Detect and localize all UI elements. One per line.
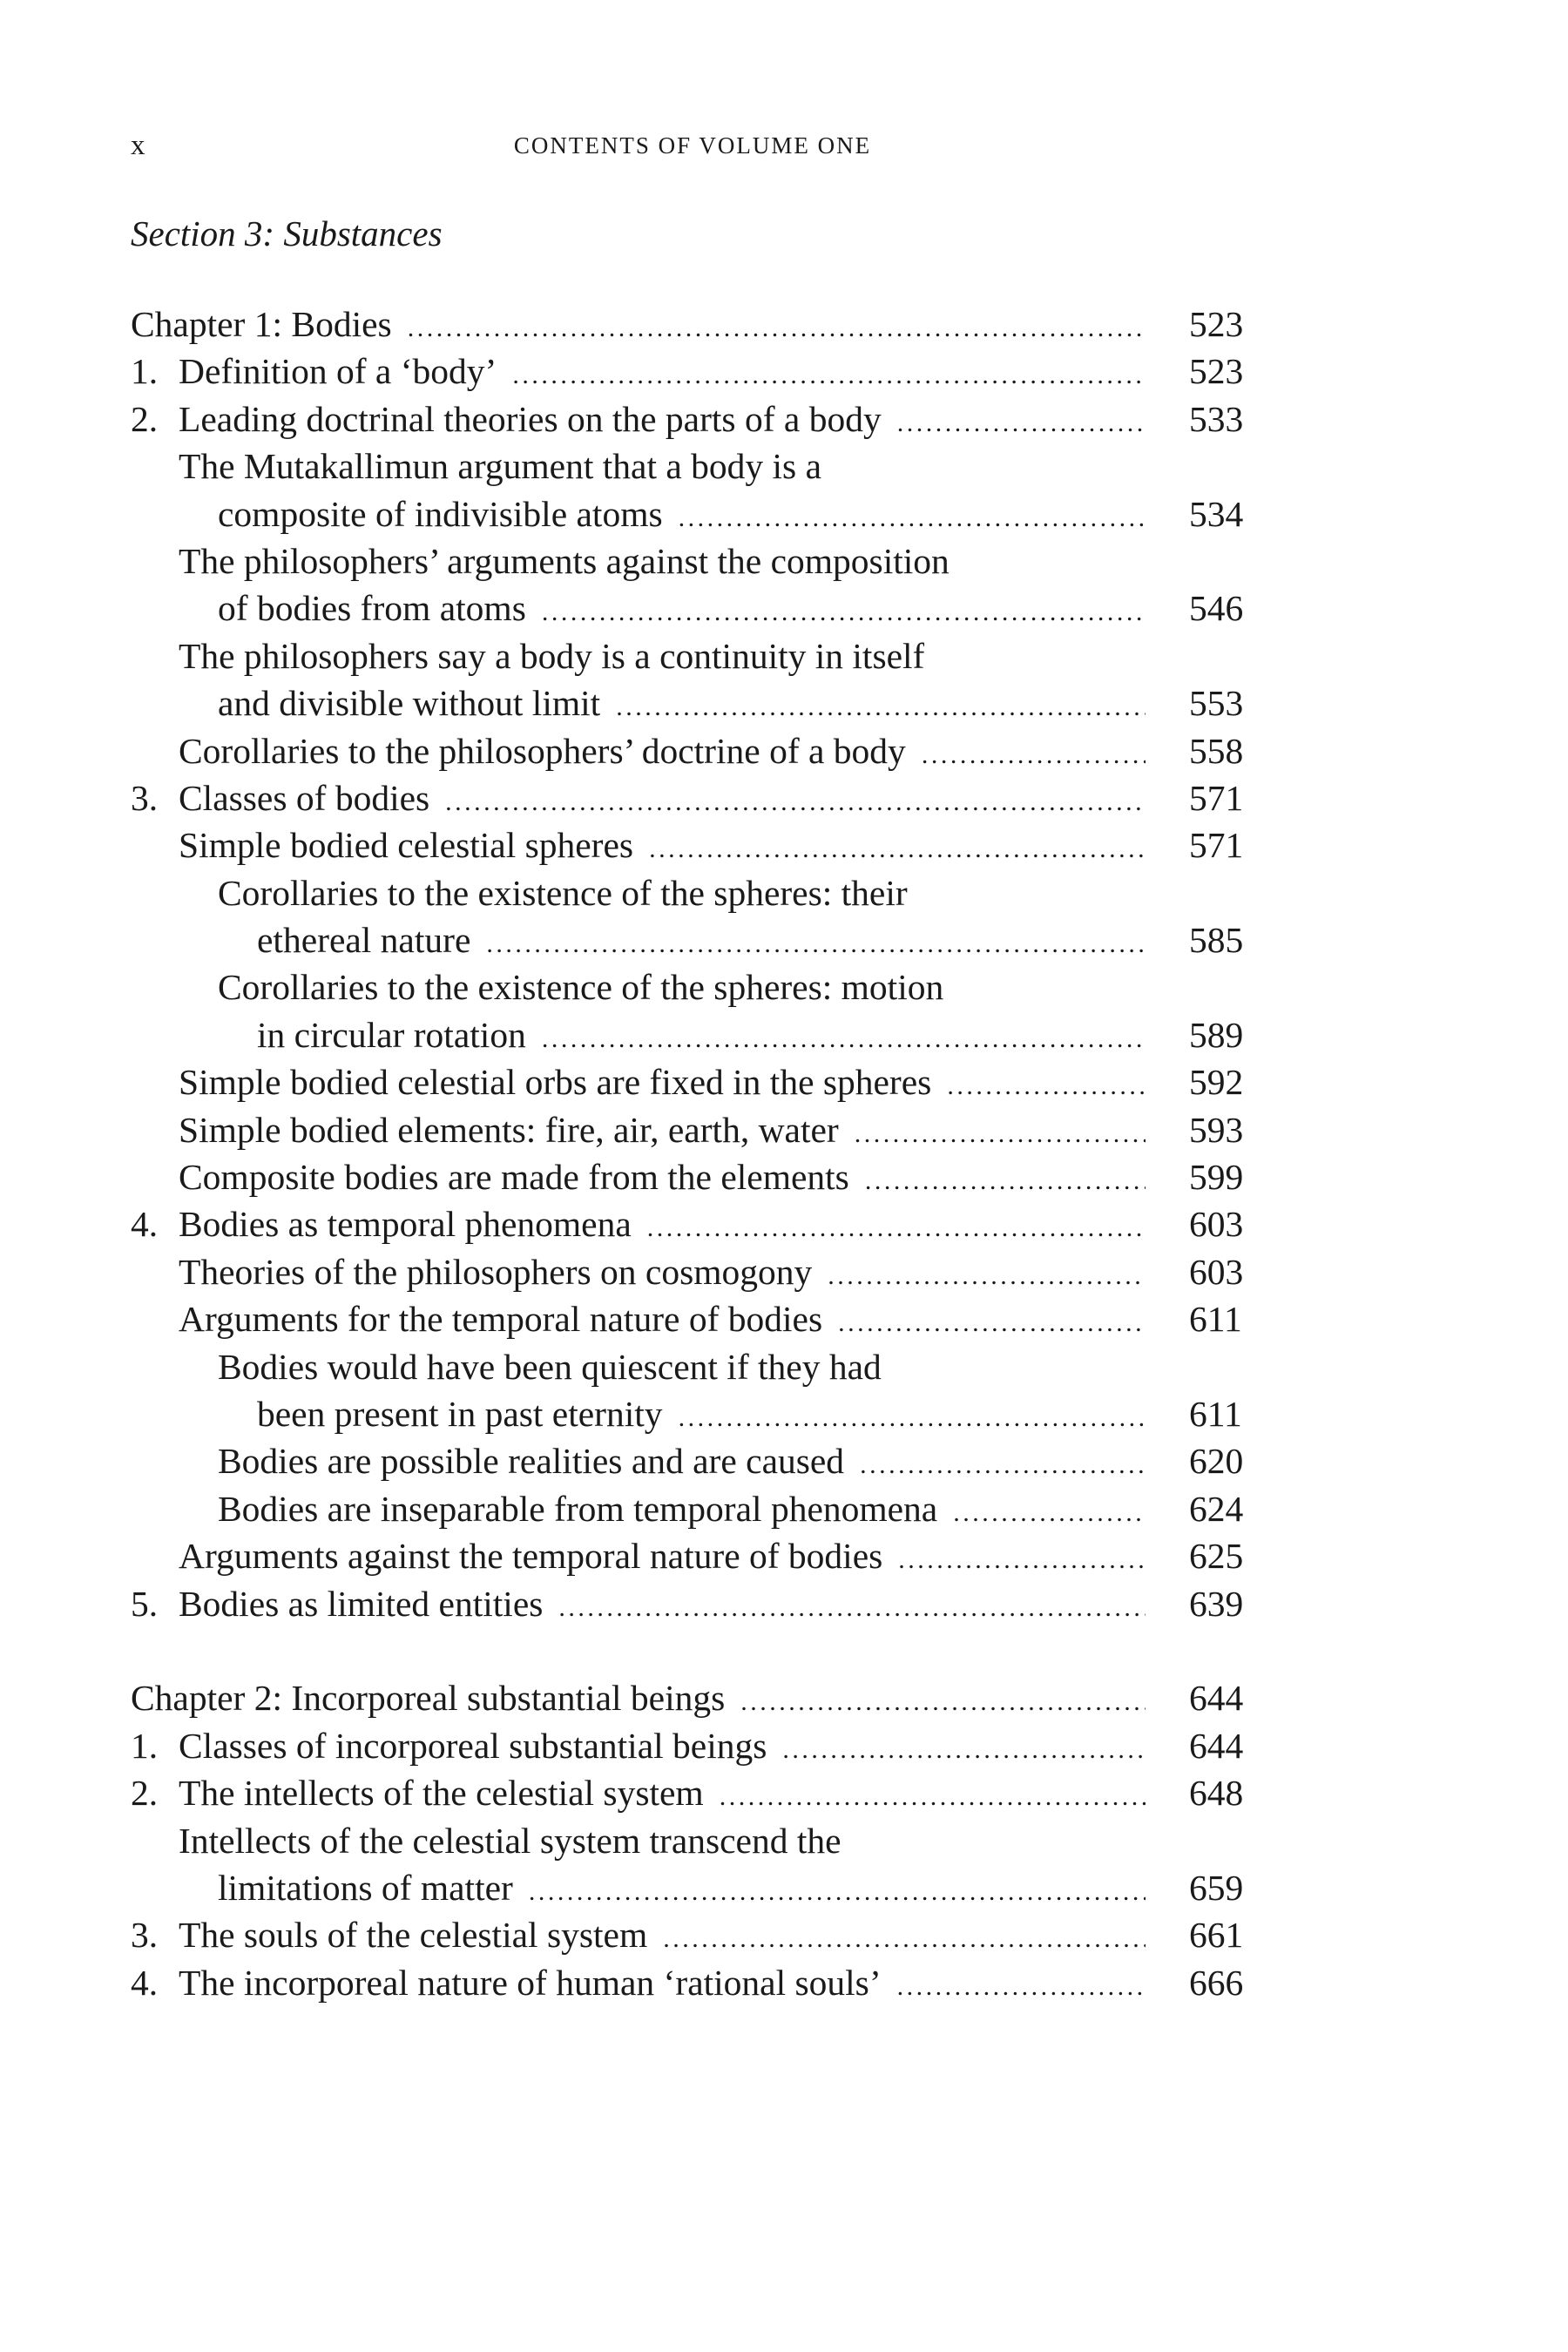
toc-entry-title: The incorporeal nature of human ‘rational souls’ <box>179 1962 882 2003</box>
toc-entry-title: Leading doctrinal theories on the parts of a body <box>179 398 882 439</box>
toc-entry <box>131 1580 1254 1627</box>
toc-entry-title: Bodies as limited entities <box>179 1583 544 1624</box>
toc-page-number: 558 <box>1189 730 1244 771</box>
toc-entry-title: Simple bodied elements: fire, air, earth, water <box>179 1109 839 1150</box>
dot-leader <box>720 1774 1146 1821</box>
toc-page-number: 533 <box>1189 398 1244 439</box>
toc-page-number: 546 <box>1189 588 1244 629</box>
toc-page-number: 603 <box>1189 1251 1244 1292</box>
page-number: x <box>131 130 145 161</box>
dot-leader <box>529 1869 1146 1916</box>
toc-entry <box>131 821 1254 868</box>
dot-leader <box>897 1963 1146 2011</box>
toc-entry-title: ethereal nature <box>257 920 471 961</box>
toc-entry <box>131 1769 1254 1816</box>
toc-page-number: 585 <box>1189 920 1244 961</box>
toc-entry <box>131 1959 1254 2006</box>
dot-leader <box>947 1063 1146 1110</box>
toc-entry <box>131 490 1254 537</box>
toc-page-number: 593 <box>1189 1109 1244 1150</box>
toc-page-number: 534 <box>1189 493 1244 534</box>
toc-entry-title: Bodies would have been quiescent if they had <box>218 1346 882 1387</box>
toc-entry <box>131 1011 1254 1058</box>
toc-page-number: 523 <box>1189 351 1244 392</box>
dot-leader <box>898 1537 1146 1584</box>
toc-entry <box>131 1106 1254 1153</box>
toc-entry-title: The Mutakallimun argument that a body is a <box>179 446 822 487</box>
toc-page-number: 620 <box>1189 1441 1244 1482</box>
toc-page-number: 589 <box>1189 1014 1244 1055</box>
dot-leader <box>663 1916 1146 1963</box>
toc-entry <box>131 774 1254 821</box>
toc-entry <box>131 1437 1254 1484</box>
toc-entry <box>131 1200 1254 1247</box>
toc-entry-title: Bodies as temporal phenomena <box>179 1204 632 1245</box>
dot-leader <box>855 1111 1146 1158</box>
toc-page-number: 624 <box>1189 1488 1244 1529</box>
toc-page-number: 571 <box>1189 825 1244 866</box>
toc-page-number: 644 <box>1189 1678 1244 1719</box>
toc-entry-title: Composite bodies are made from the elements <box>179 1157 849 1198</box>
toc-entry-title: and divisible without limit <box>218 683 601 724</box>
toc-entry-number: 2. <box>131 398 159 439</box>
dot-leader <box>838 1300 1146 1347</box>
toc-page-number: 611 <box>1189 1393 1242 1434</box>
toc-entry <box>131 585 1254 632</box>
toc-page-number: 553 <box>1189 683 1244 724</box>
toc-entry <box>131 679 1254 727</box>
dot-leader <box>828 1253 1146 1300</box>
toc-spacer <box>131 1627 1254 1674</box>
dot-leader <box>542 589 1146 636</box>
toc-page-number: 599 <box>1189 1157 1244 1198</box>
dot-leader <box>953 1490 1146 1537</box>
toc-entry-title: Classes of bodies <box>179 777 430 818</box>
toc-entry <box>131 1295 1254 1342</box>
toc-entry-title: been present in past eternity <box>257 1393 663 1434</box>
toc-entry <box>131 1911 1254 1958</box>
toc-entry-number: 1. <box>131 351 159 392</box>
table-of-contents <box>131 301 1254 2006</box>
page-header <box>131 124 1254 167</box>
toc-page-number: 625 <box>1189 1536 1244 1577</box>
toc-entry-number: 5. <box>131 1583 159 1624</box>
toc-entry-title: Bodies are inseparable from temporal phenomena <box>218 1488 938 1529</box>
toc-entry <box>131 1153 1254 1200</box>
dot-leader <box>860 1442 1146 1489</box>
toc-entry <box>131 1532 1254 1579</box>
toc-entry-title: in circular rotation <box>257 1014 526 1055</box>
toc-entry <box>131 443 1254 490</box>
toc-entry-title: The intellects of the celestial system <box>179 1773 704 1814</box>
section-title: Section 3: Substances <box>131 213 443 253</box>
dot-leader <box>542 1016 1146 1063</box>
toc-page-number: 603 <box>1189 1204 1244 1245</box>
toc-entry-number: 3. <box>131 1915 159 1956</box>
dot-leader <box>782 1727 1146 1774</box>
toc-entry-title: Definition of a ‘body’ <box>179 351 497 392</box>
toc-entry <box>131 727 1254 774</box>
toc-entry <box>131 1485 1254 1532</box>
toc-entry-number: 4. <box>131 1204 159 1245</box>
dot-leader <box>897 400 1146 447</box>
toc-entry-number: 4. <box>131 1962 159 2003</box>
dot-leader <box>647 1205 1146 1252</box>
toc-page-number: 523 <box>1189 304 1244 344</box>
toc-entry-number: 2. <box>131 1773 159 1814</box>
toc-entry-title: Chapter 1: Bodies <box>131 304 392 344</box>
toc-entry-title: of bodies from atoms <box>218 588 526 629</box>
dot-leader <box>679 495 1146 542</box>
toc-entry-title: Corollaries to the existence of the spheres: motion <box>218 967 944 1008</box>
dot-leader <box>486 921 1146 968</box>
dot-leader <box>922 732 1146 779</box>
toc-entry-title: Corollaries to the philosophers’ doctrine of a body <box>179 730 906 771</box>
dot-leader <box>445 779 1146 826</box>
toc-entry <box>131 537 1254 585</box>
dot-leader <box>740 1679 1146 1726</box>
toc-page-number: 571 <box>1189 777 1244 818</box>
toc-entry <box>131 1058 1254 1105</box>
toc-chapter-entry <box>131 301 1254 348</box>
toc-entry-title: Theories of the philosophers on cosmogony <box>179 1251 813 1292</box>
toc-entry-title: Corollaries to the existence of the spheres: their <box>218 872 908 913</box>
toc-entry-title: Arguments for the temporal nature of bodies <box>179 1299 823 1340</box>
toc-entry-title: Simple bodied celestial spheres <box>179 825 634 866</box>
toc-chapter-entry <box>131 1674 1254 1721</box>
dot-leader <box>558 1585 1146 1632</box>
toc-entry <box>131 1390 1254 1437</box>
toc-entry <box>131 632 1254 679</box>
toc-page-number: 648 <box>1189 1773 1244 1814</box>
toc-page-number: 659 <box>1189 1867 1244 1908</box>
toc-entry-title: The philosophers say a body is a continuity in itself <box>179 635 925 676</box>
toc-entry <box>131 1817 1254 1864</box>
toc-page-number: 639 <box>1189 1583 1244 1624</box>
toc-entry-title: Classes of incorporeal substantial beings <box>179 1725 767 1766</box>
toc-entry-title: Arguments against the temporal nature of bodies <box>179 1536 883 1577</box>
dot-leader <box>679 1395 1146 1442</box>
toc-entry-number: 3. <box>131 777 159 818</box>
dot-leader <box>408 305 1146 352</box>
toc-entry-title: Bodies are possible realities and are caused <box>218 1441 845 1482</box>
toc-entry-title: Chapter 2: Incorporeal substantial beings <box>131 1678 726 1719</box>
toc-entry <box>131 395 1254 443</box>
toc-entry <box>131 348 1254 395</box>
toc-page-number: 644 <box>1189 1725 1244 1766</box>
toc-entry-title: composite of indivisible atoms <box>218 493 663 534</box>
toc-entry <box>131 1864 1254 1911</box>
dot-leader <box>512 352 1146 399</box>
toc-entry-title: Simple bodied celestial orbs are fixed in the spheres <box>179 1062 932 1103</box>
toc-entry-title: limitations of matter <box>218 1867 513 1908</box>
toc-page-number: 592 <box>1189 1062 1244 1103</box>
running-head: CONTENTS OF VOLUME ONE <box>513 132 872 159</box>
dot-leader <box>865 1158 1146 1205</box>
toc-page-number: 611 <box>1189 1299 1242 1340</box>
dot-leader <box>649 826 1146 873</box>
toc-entry <box>131 916 1254 963</box>
toc-entry-number: 1. <box>131 1725 159 1766</box>
toc-entry <box>131 1343 1254 1390</box>
toc-page-number: 661 <box>1189 1915 1244 1956</box>
toc-entry <box>131 869 1254 916</box>
toc-entry-title: The souls of the celestial system <box>179 1915 648 1956</box>
toc-entry <box>131 963 1254 1010</box>
dot-leader <box>616 684 1146 731</box>
toc-entry-title: Intellects of the celestial system transcend the <box>179 1820 841 1861</box>
toc-entry <box>131 1248 1254 1295</box>
toc-entry <box>131 1722 1254 1769</box>
toc-page-number: 666 <box>1189 1962 1244 2003</box>
toc-entry-title: The philosophers’ arguments against the composition <box>179 540 950 581</box>
